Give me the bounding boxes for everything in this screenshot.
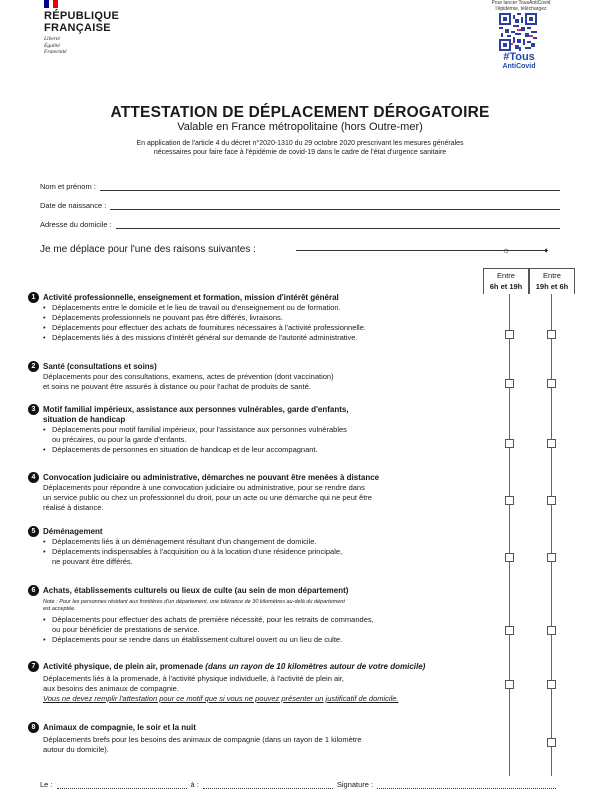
qr-caption-line-2: l'épidémie, téléchargez [495,6,547,12]
night-column-line-2: 19h et 6h [535,282,569,291]
reason-5-list [43,537,480,567]
reason-1 [28,293,480,343]
reason-3-number-icon: 3 [28,404,39,415]
motto-liberte: Liberté [44,36,60,42]
checkbox-reason-2-day[interactable] [505,379,514,388]
reason-7-heading [28,662,480,672]
name-input-line[interactable] [100,182,560,191]
reason-2 [28,362,480,392]
reason-7-text-line-2: aux besoins des animaux de compagnie. [43,684,179,693]
reason-8 [28,723,480,755]
tous-anticovid-logo [497,52,541,71]
list-item [43,547,480,567]
reason-4-text-line-2: un service public ou chez un professionnel du droit, pour un acte ou une démarche qui ne peut être [43,493,372,502]
checkbox-reason-6-night[interactable] [547,626,556,635]
date-input-line[interactable] [57,781,187,789]
qr-caption [486,0,556,12]
reason-7-number-icon: 7 [28,661,39,672]
checkbox-reason-2-night[interactable] [547,379,556,388]
reason-3-bullet-1-line-1: Déplacements pour motif familial impérieux, pour l'assistance aux personnes vulnérables [52,425,347,434]
checkbox-reason-4-day[interactable] [505,496,514,505]
reason-3 [28,405,480,455]
checkbox-reason-5-day[interactable] [505,553,514,562]
signature-footer [40,780,560,789]
checkbox-reason-6-day[interactable] [505,626,514,635]
reason-8-title: Animaux de compagnie, le soir et la nuit [43,723,196,732]
decree-reference [70,139,530,157]
reason-4-title: Convocation judiciaire ou administrative, démarches ne pouvant être menées à distance [43,473,380,482]
reason-6-heading [28,586,480,596]
place-label: à : [190,780,199,789]
list-item: • Déplacements pour effectuer des achats de fournitures nécessaires à l'activité professionnelle. [43,323,480,333]
republic-line-2: FRANÇAISE [44,22,111,34]
place-input-line[interactable] [203,781,333,789]
list-item [43,425,480,445]
reason-4-heading [28,473,480,483]
reason-4 [28,473,480,513]
name-field[interactable] [40,179,560,191]
reason-2-title: Santé (consultations et soins) [43,362,157,371]
reason-2-text-line-1: Déplacements pour des consultations, examens, actes de prévention (dont vaccination) [43,372,334,381]
reason-5-number-icon: 5 [28,526,39,537]
reason-7 [28,662,480,704]
reason-5-heading [28,527,480,537]
checkbox-reason-1-day[interactable] [505,330,514,339]
date-label: Le : [40,780,53,789]
reason-2-text-line-2: et soins ne pouvant être assurés à distance ou pour l'achat de produits de santé. [43,382,311,391]
moon-icon: ◐ [544,245,550,255]
marianne-flag-logo [44,0,58,8]
sun-icon: ☼ [502,245,511,255]
reason-4-text-line-3: réalisé à distance. [43,503,104,512]
reason-3-bullet-1-line-2: ou précaires, ou pour la garde d'enfants. [52,435,187,444]
list-item [43,615,480,635]
motto-fraternite: Fraternité [44,49,67,55]
republique-francaise-logo [44,10,119,56]
reason-6-note-line-2: est acceptée. [43,606,76,612]
motto [44,36,119,56]
reason-8-number-icon: 8 [28,722,39,733]
reason-8-heading [28,723,480,733]
reason-3-title-line-1: Motif familial impérieux, assistance aux personnes vulnérables, garde d'enfants, [43,405,349,414]
reason-6-bullet-1-line-2: ou pour bénéficier de prestations de service. [52,625,200,634]
reason-6 [28,586,480,645]
list-item: • Déplacements liés à un déménagement résultant d'un changement de domicile. [43,537,480,547]
reason-6-note [43,599,480,613]
reason-4-text-line-1: Déplacements pour répondre à une convocation judiciaire ou administrative, pour se rendre dans [43,483,365,492]
page-subtitle: Valable en France métropolitaine (hors Outre-mer) [177,121,423,133]
reason-7-title-italic: (dans un rayon de 10 kilomètres autour de votre domicile) [205,662,426,671]
reason-6-bullet-1-line-1: Déplacements pour effectuer des achats de première nécessité, pour les retraits de commandes, [52,615,374,624]
reason-1-list [43,303,480,343]
page-title: ATTESTATION DE DÉPLACEMENT DÉROGATOIRE [110,104,490,121]
reason-3-title [43,405,349,425]
reason-7-text-line-1: Déplacements liés à la promenade, à l'activité physique individuelle, à l'activité de plein air, [43,674,344,683]
reason-1-title: Activité professionnelle, enseignement et formation, mission d'intérêt général [43,293,339,302]
reason-6-number-icon: 6 [28,585,39,596]
reason-6-title: Achats, établissements culturels ou lieux de culte (au sein de mon département) [43,586,349,595]
reason-5 [28,527,480,567]
checkbox-reason-3-day[interactable] [505,439,514,448]
list-item: • Déplacements liés à des missions d'intérêt général sur demande de l'autorité administrative. [43,333,480,343]
qr-code-icon[interactable] [499,13,537,51]
checkbox-reason-3-night[interactable] [547,439,556,448]
night-column-line [551,294,552,776]
name-label: Nom et prénom : [40,182,96,191]
qr-caption-line-1: Pour lancer TousAntiCovid [491,0,551,6]
reason-2-number-icon: 2 [28,361,39,372]
day-column-line [509,294,510,776]
reason-7-warning: Vous ne devez remplir l'attestation pour ce motif que si vous ne pouvez présenter un justificatif de domicile. [43,694,399,703]
checkbox-reason-5-night[interactable] [547,553,556,562]
reason-5-bullet-2-line-1: Déplacements indispensables à l'acquisition ou à la location d'une résidence principale, [52,547,343,556]
reason-4-number-icon: 4 [28,472,39,483]
reason-8-text-line-2: autour du domicile). [43,745,109,754]
decree-line-1: En application de l'article 4 du décret n°2020-1310 du 29 octobre 2020 prescrivant les mesures générales [136,140,464,147]
reasons-intro: Je me déplace pour l'une des raisons suivantes : [40,244,256,255]
reason-1-number-icon: 1 [28,292,39,303]
reason-3-title-line-2: situation de handicap [43,415,126,424]
address-label: Adresse du domicile : [40,220,112,229]
reason-7-title-bold: Activité physique, de plein air, promenade [43,662,204,671]
day-column-line-1: Entre [497,271,515,280]
checkbox-reason-4-night[interactable] [547,496,556,505]
signature-input-line[interactable] [377,781,556,789]
column-header-night [529,268,575,294]
birthdate-input-line[interactable] [110,201,560,210]
reason-8-text-line-1: Déplacements brefs pour les besoins des animaux de compagnie (dans un rayon de 1 kilomètre [43,735,362,744]
birthdate-field[interactable] [40,198,560,210]
day-column-line-2: 6h et 19h [489,282,523,291]
list-item: • Déplacements pour se rendre dans un établissement culturel ouvert ou un lieu de culte. [43,635,480,645]
list-item: • Déplacements entre le domicile et le lieu de travail ou d'enseignement ou de formation. [43,303,480,313]
reason-1-heading [28,293,480,303]
column-header-day [483,268,529,294]
checkbox-reason-7-day[interactable] [505,680,514,689]
decree-line-2: nécessaires pour faire face à l'épidémie de covid-19 dans le cadre de l'état d'urgence sanitaire [153,149,447,156]
checkbox-reason-7-night[interactable] [547,680,556,689]
list-item: • Déplacements de personnes en situation de handicap et de leur accompagnant. [43,445,480,455]
checkbox-reason-1-night[interactable] [547,330,556,339]
address-input-line[interactable] [116,220,560,229]
address-field[interactable] [40,217,560,229]
reason-5-bullet-2-line-2: ne pouvant être différés. [52,557,133,566]
birthdate-label: Date de naissance : [40,201,107,210]
reason-5-title: Déménagement [43,527,103,536]
checkbox-reason-8-night[interactable] [547,738,556,747]
reason-3-list [43,425,480,455]
republic-line-1: RÉPUBLIQUE [44,10,120,22]
reason-6-note-line-1: Note : Pour les personnes résidant aux frontières d'un département, une tolérance de 30 kilomètres au-delà du département [43,599,345,605]
reason-7-title [43,662,425,672]
reason-3-heading [28,405,480,425]
night-column-line-1: Entre [543,271,561,280]
tous-line-1: #Tous [503,51,535,63]
tous-line-2: AntiCovid [502,63,536,70]
signature-label: Signature : [336,780,374,789]
list-item: • Déplacements professionnels ne pouvant pas être différés, livraisons. [43,313,480,323]
reason-2-heading [28,362,480,372]
reason-6-list [43,615,480,645]
motto-egalite: Égalité [44,42,60,49]
